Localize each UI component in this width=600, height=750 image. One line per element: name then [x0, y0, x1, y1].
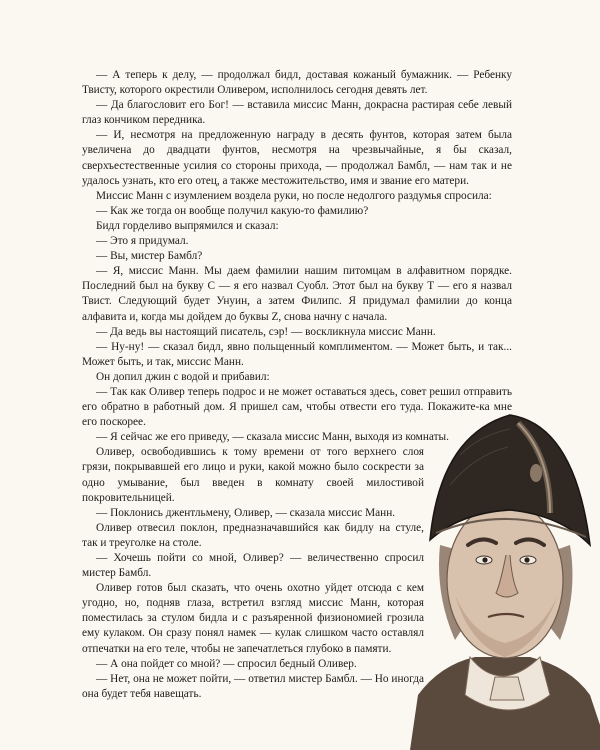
paragraph: Оливер, освободившись к тому времени от того верхнего слоя грязи, покрывавшей его лицо и руки, какой можно было соскрести за одно умывание, был введен в комнату своей милостивой покровительницей.	[82, 446, 424, 504]
paragraph: Оливер отвесил поклон, предназначавшийся как бидлу на стуле, так и треуголке на столе.	[82, 521, 424, 549]
paragraph: — Я, миссис Манн. Мы даем фамилии нашим питомцам в алфавитном порядке. Последний был на букву С — я его назвал Суобл. Этот был на букву Т — его я назвал Твист. Следующий будет Унуин, а затем Филипс. Я придумал фамилии до конца алфавита и, когда мы дойдем до буквы Z, снова начну с начала.	[82, 265, 512, 323]
paragraph: Бидл горделиво выпрямился и сказал:	[96, 219, 279, 232]
paragraph: Миссис Манн с изумлением воздела руки, но после недолгого раздумья спросила:	[96, 189, 492, 202]
paragraph: — Ну-ну! — сказал бидл, явно польщенный комплиментом. — Может быть, и так... Может быть, и так, миссис Манн.	[82, 340, 512, 368]
paragraph: — Да благословит его Бог! — вставила миссис Манн, докрасна растирая себе левый глаз кончиком передника.	[82, 99, 512, 127]
narrow-text	[82, 445, 424, 702]
paragraph: — Так как Оливер теперь подрос и не может оставаться здесь, совет решил отправить его обратно в работный дом. Я пришел сам, чтобы отвести его туда. Покажите-ка мне его поскорее.	[82, 385, 512, 429]
paragraph: Он допил джин с водой и прибавил:	[96, 370, 270, 383]
paragraph: — Как же тогда он вообще получил какую-то фамилию?	[96, 204, 369, 217]
paragraph: — Да ведь вы настоящий писатель, сэр! — воскликнула миссис Манн.	[96, 325, 436, 338]
paragraph: Оливер готов был сказать, что очень охотно уйдет отсюда с кем угодно, но, подняв глаза, встретил взгляд миссис Манн, которая поместилась за стулом бидла и с разъяренной физиономией грозила ему кулаком. Он сразу понял намек — кулак слишком часто оставлял отпечатки на его теле, чтобы не запечатлеться глубоко в памяти.	[82, 582, 424, 655]
paragraph: — Поклонись джентльмену, Оливер, — сказала миссис Манн.	[96, 506, 396, 519]
beadle-portrait-illustration	[400, 395, 600, 750]
paragraph: — А теперь к делу, — продолжал бидл, доставая кожаный бумажник. — Ребенку Твисту, которого окрестили Оливером, исполнилось сегодня девять лет.	[82, 69, 512, 97]
paragraph: — А она пойдет со мной? — спросил бедный Оливер.	[96, 657, 357, 670]
paragraph: — Вы, мистер Бамбл?	[96, 250, 203, 263]
paragraph: — И, несмотря на предложенную награду в десять фунтов, которая затем была увеличена до двадцати фунтов, несмотря на чрезвычайные, я бы сказал, сверхъестественные усилия со стороны прихода, — продолжал Бамбл, — нам так и не удалось узнать, кто его отец, а также местожительство, имя и звание его матери.	[82, 129, 512, 187]
paragraph: — Нет, она не может пойти, — ответил мистер Бамбл. — Но иногда она будет тебя навещать.	[82, 672, 424, 700]
paragraph: — Я сейчас же его приведу, — сказала миссис Манн, выходя из комнаты.	[96, 431, 449, 444]
paragraph: — Хочешь пойти со мной, Оливер? — величественно спросил мистер Бамбл.	[82, 552, 424, 580]
paragraph: — Это я придумал.	[96, 235, 189, 248]
